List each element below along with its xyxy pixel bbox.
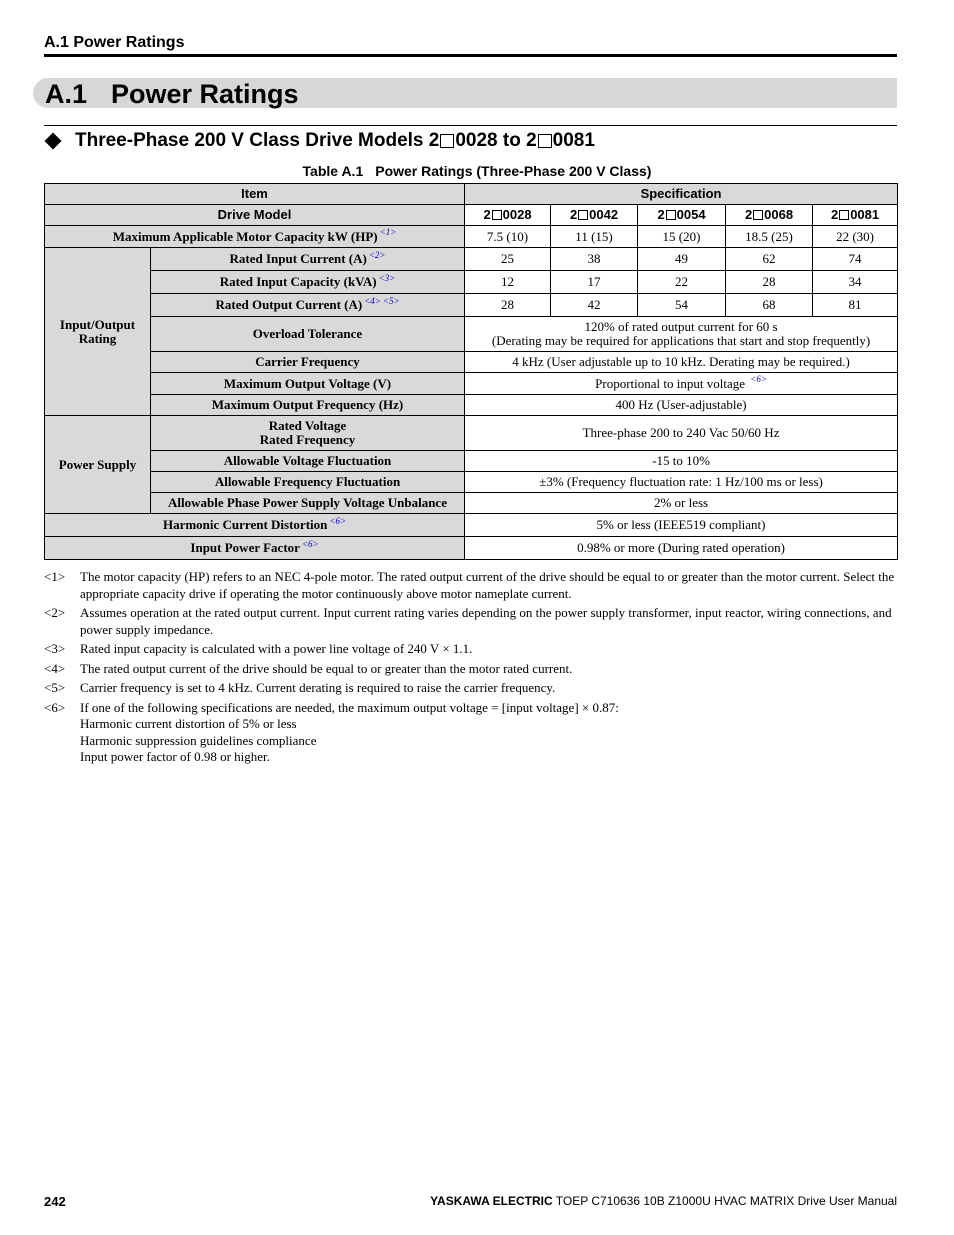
page-number: 242 xyxy=(44,1194,66,1209)
footnote-tag: <1> xyxy=(44,569,66,584)
placeholder-box-icon xyxy=(839,210,849,220)
footnote xyxy=(44,700,904,766)
value-cell: 49 xyxy=(638,248,726,271)
value-cell: 28 xyxy=(726,271,813,294)
overload-tolerance-label: Overload Tolerance xyxy=(151,317,465,352)
footnote-text: Rated input capacity is calculated with a power line voltage of 240 V × 1.1. xyxy=(80,641,473,656)
max-output-voltage-value: Proportional to input voltage $^{<6>}$ xyxy=(465,373,898,395)
rated-voltage-row xyxy=(45,416,898,451)
model-cell: 2 0054 xyxy=(638,205,726,226)
value-cell: 68 xyxy=(726,294,813,317)
footnote-tag: <2> xyxy=(44,605,66,620)
frequency-fluctuation-label: Allowable Frequency Fluctuation xyxy=(151,472,465,493)
input-power-factor-label: Input Power Factor $^{<6>}$ xyxy=(45,537,465,560)
table-caption-label: Table A.1 xyxy=(302,163,364,179)
value-cell: 62 xyxy=(726,248,813,271)
subheading-text-end: 0081 xyxy=(552,130,595,151)
placeholder-box-icon xyxy=(578,210,588,220)
voltage-fluctuation-value: -15 to 10% xyxy=(465,451,898,472)
footnote-text: The rated output current of the drive should be equal to or greater than the motor rated current. xyxy=(80,660,573,676)
phase-unbalance-row xyxy=(45,493,898,514)
value-cell: 54 xyxy=(638,294,726,317)
rated-input-current-label: Rated Input Current (A) $^{<2>}$ xyxy=(151,248,465,271)
rated-input-capacity-row xyxy=(45,271,898,294)
drive-model-label: Drive Model xyxy=(45,205,465,226)
subheading-text-middle: 0028 to 2 xyxy=(455,130,537,151)
footer-doc: TOEP C710636 10B Z1000U HVAC MATRIX Drive User Manual xyxy=(555,1194,897,1208)
section-heading-bar xyxy=(33,78,897,108)
subheading-rule xyxy=(44,125,897,126)
rated-voltage-label: Rated Voltage Rated Frequency xyxy=(151,416,465,451)
footnote-ref-link[interactable]: <6> xyxy=(301,538,319,549)
drive-model-row xyxy=(45,205,898,226)
value-cell: 22 (30) xyxy=(813,226,898,248)
footnote-ref-link[interactable]: <3> xyxy=(378,272,396,283)
value-cell: 12 xyxy=(465,271,551,294)
value-cell: 34 xyxy=(813,271,898,294)
max-output-frequency-value: 400 Hz (User-adjustable) xyxy=(465,395,898,416)
table-header-row xyxy=(45,184,898,205)
model-cell: 2 0068 xyxy=(726,205,813,226)
footer-document-title xyxy=(430,1194,897,1208)
footnote-text: The motor capacity (HP) refers to an NEC 4-pole motor. The rated output current of the drive should be equal to or greater than the motor current. Select the appropriate capacity drive if operating the motor continuously above motor nameplate current. xyxy=(80,569,895,601)
overload-tolerance-value: 120% of rated output current for 60 s (Derating may be required for applications that start and stop frequently) xyxy=(465,317,898,352)
value-cell: 25 xyxy=(465,248,551,271)
model-cell: 2 0028 xyxy=(465,205,551,226)
power-supply-group: Power Supply xyxy=(45,416,151,514)
footnote-tag: <4> xyxy=(44,660,66,676)
voltage-fluctuation-row xyxy=(45,451,898,472)
footnote xyxy=(44,641,904,658)
table-caption xyxy=(0,163,954,179)
harmonic-distortion-value: 5% or less (IEEE519 compliant) xyxy=(465,514,898,537)
value-cell: 81 xyxy=(813,294,898,317)
max-output-frequency-label: Maximum Output Frequency (Hz) xyxy=(151,395,465,416)
footer-brand: YASKAWA ELECTRIC xyxy=(430,1194,553,1208)
value-cell: 15 (20) xyxy=(638,226,726,248)
harmonic-distortion-row xyxy=(45,514,898,537)
input-output-rating-group: Input/Output Rating xyxy=(45,248,151,416)
footnote xyxy=(44,680,904,697)
model-cell: 2 0081 xyxy=(813,205,898,226)
footnote-ref-link[interactable]: <2> xyxy=(368,249,386,260)
input-power-factor-row xyxy=(45,537,898,560)
placeholder-box-icon xyxy=(666,210,676,220)
value-cell: 11 (15) xyxy=(551,226,638,248)
rated-input-current-row xyxy=(45,248,898,271)
placeholder-box-icon xyxy=(538,134,552,148)
power-ratings-table xyxy=(44,183,898,560)
diamond-bullet-icon xyxy=(45,133,62,150)
footnote-text: If one of the following specifications are needed, the maximum output voltage = [input voltage] × 0.87: Harmonic current distortion of 5% or less Harmonic suppression guidelines compliance Input power factor of 0.98 or higher. xyxy=(80,699,619,764)
value-cell: 28 xyxy=(465,294,551,317)
rated-voltage-value: Three-phase 200 to 240 Vac 50/60 Hz xyxy=(465,416,898,451)
footnote-ref-link[interactable]: <6> xyxy=(329,515,347,526)
voltage-fluctuation-label: Allowable Voltage Fluctuation xyxy=(151,451,465,472)
footnote xyxy=(44,569,904,602)
item-header: Item xyxy=(45,184,465,205)
overload-tolerance-row xyxy=(45,317,898,352)
placeholder-box-icon xyxy=(440,134,454,148)
section-number: A.1 xyxy=(45,79,88,109)
phase-unbalance-label: Allowable Phase Power Supply Voltage Unbalance xyxy=(151,493,465,514)
value-cell: 42 xyxy=(551,294,638,317)
footnote xyxy=(44,661,904,678)
carrier-frequency-value: 4 kHz (User adjustable up to 10 kHz. Derating may be required.) xyxy=(465,352,898,373)
max-output-voltage-row xyxy=(45,373,898,395)
section-title: Power Ratings xyxy=(111,79,299,109)
max-output-frequency-row xyxy=(45,395,898,416)
value-cell: 22 xyxy=(638,271,726,294)
footnote-ref-link[interactable]: <1> xyxy=(379,227,397,238)
carrier-frequency-label: Carrier Frequency xyxy=(151,352,465,373)
footnote-text: Assumes operation at the rated output current. Input current rating varies depending on the power supply transformer, input reactor, wiring connections, and power supply impedance. xyxy=(80,605,892,637)
value-cell: 7.5 (10) xyxy=(465,226,551,248)
footnote-tag: <6> xyxy=(44,699,66,715)
model-cell: 2 0042 xyxy=(551,205,638,226)
subheading xyxy=(44,130,595,152)
rated-output-current-row xyxy=(45,294,898,317)
carrier-frequency-row xyxy=(45,352,898,373)
value-cell: 38 xyxy=(551,248,638,271)
footnote-ref-link[interactable]: <6> xyxy=(750,374,767,385)
table-caption-title: Power Ratings (Three-Phase 200 V Class) xyxy=(375,163,652,179)
footnote xyxy=(44,605,904,638)
footnote-ref-link[interactable]: <5> xyxy=(382,295,400,306)
max-motor-capacity-row xyxy=(45,226,898,248)
value-cell: 74 xyxy=(813,248,898,271)
footnote-tag: <5> xyxy=(44,680,66,695)
input-power-factor-value: 0.98% or more (During rated operation) xyxy=(465,537,898,560)
frequency-fluctuation-row xyxy=(45,472,898,493)
placeholder-box-icon xyxy=(753,210,763,220)
footnote-text: Carrier frequency is set to 4 kHz. Current derating is required to raise the carrier frequency. xyxy=(80,680,556,695)
value-cell: 18.5 (25) xyxy=(726,226,813,248)
value-cell: 17 xyxy=(551,271,638,294)
frequency-fluctuation-value: ±3% (Frequency fluctuation rate: 1 Hz/100 ms or less) xyxy=(465,472,898,493)
max-output-voltage-label: Maximum Output Voltage (V) xyxy=(151,373,465,395)
rated-input-capacity-label: Rated Input Capacity (kVA) $^{<3>}$ xyxy=(151,271,465,294)
subheading-text-start: Three-Phase 200 V Class Drive Models 2 xyxy=(75,130,440,151)
header-rule xyxy=(44,54,897,57)
phase-unbalance-value: 2% or less xyxy=(465,493,898,514)
max-motor-capacity-label: Maximum Applicable Motor Capacity kW (HP) $^{<1>}$ xyxy=(45,226,465,248)
specification-header: Specification xyxy=(465,184,898,205)
placeholder-box-icon xyxy=(492,210,502,220)
rated-output-current-label: Rated Output Current (A) $^{<4>}$ $^{<5>}$ xyxy=(151,294,465,317)
running-head: A.1 Power Ratings xyxy=(44,34,185,51)
harmonic-distortion-label: Harmonic Current Distortion $^{<6>}$ xyxy=(45,514,465,537)
footnote-tag: <3> xyxy=(44,641,66,656)
footnote-ref-link[interactable]: <4> xyxy=(364,295,381,306)
footnotes xyxy=(44,569,904,769)
